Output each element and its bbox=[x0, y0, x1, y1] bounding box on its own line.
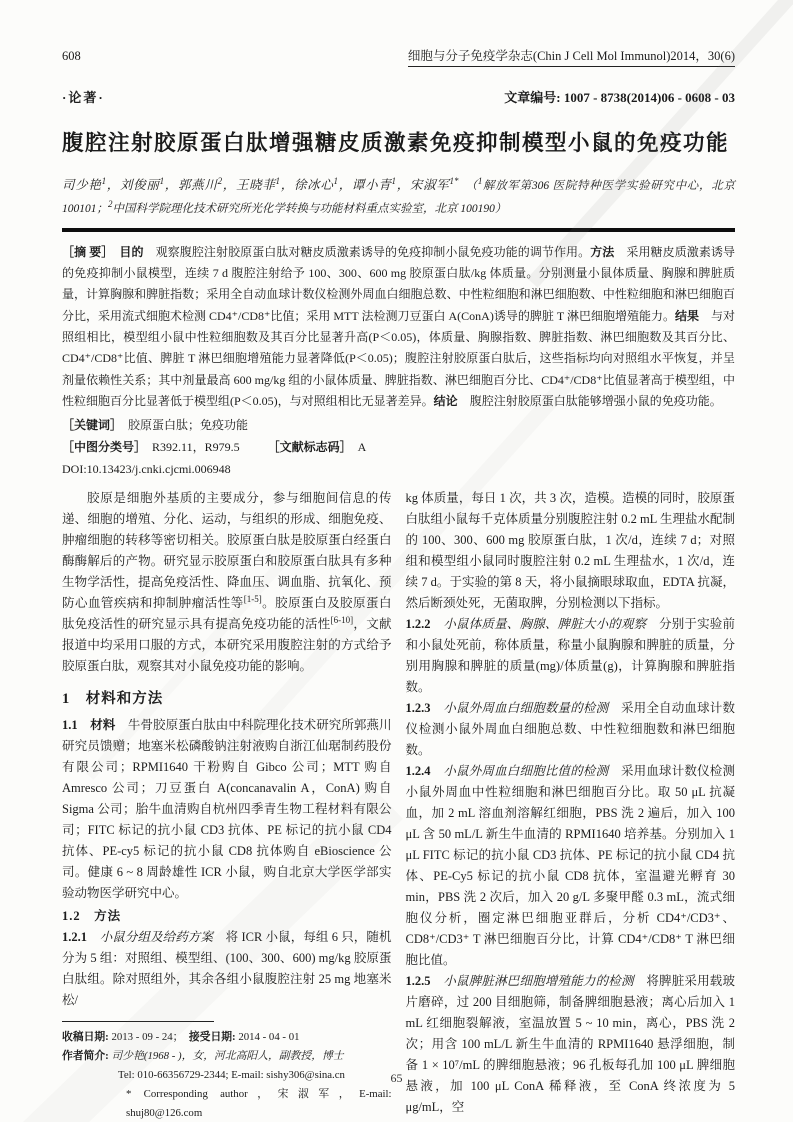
section-1-2-1-text: 将 ICR 小鼠，每组 6 只，随机分为 5 组：对照组、模型组、(100、300、600) mg/kg 胶原蛋白肽组。除对照组外，其余各组小鼠腹腔注射 25 mg 地塞米松/ bbox=[62, 930, 392, 1008]
doc-code-label: ［文献标志码］ bbox=[267, 439, 346, 454]
section-1-2-5-paragraph bbox=[406, 971, 736, 1118]
abstract-label: ［摘 要］ 目的 bbox=[62, 244, 156, 259]
author-name: ，宋淑军 bbox=[396, 178, 450, 193]
title-divider-rule bbox=[62, 228, 735, 232]
intro-paragraph bbox=[62, 488, 392, 677]
two-column-body bbox=[62, 488, 735, 1122]
doc-code-value: A bbox=[345, 439, 367, 454]
section-1-2-4-title: 小鼠外周血白细胞比值的检测 bbox=[443, 763, 621, 778]
section-1-2-2-number: 1.2.2 bbox=[405, 616, 444, 631]
accepted-date: 2014 - 04 - 01 bbox=[238, 1031, 300, 1044]
abstract-text: 观察腹腔注射胶原蛋白肽对糖皮质激素诱导的免疫抑制小鼠免疫功能的调节作用。 bbox=[155, 244, 591, 259]
section-1-2-5-number: 1.2.5 bbox=[405, 973, 444, 988]
section-1-2-5-text: 将脾脏采用载玻片磨碎，过 200 目细胞筛，制备脾细胞悬液；离心后加入 1 mL 红细胞裂解液，室温放置 5 ~ 10 min，离心，PBS 洗 2 次；用含 100 mL/L 新生牛血清的 RPMI1640 悬浮细胞，制备 1 × 10⁷/mL 的脾细胞悬液；96 孔板每孔加 100 μL 脾细胞悬液，加 100 μL ConA 稀释液，至 ConA 终浓度为 5 μg/mL，空 bbox=[405, 973, 735, 1114]
author-name: ，刘俊丽 bbox=[106, 178, 160, 193]
journal-name: 细胞与分子免疫学杂志(Chin J Cell Mol Immunol)2014，30(6) bbox=[408, 46, 735, 67]
section-1-2-1-number: 1.2.1 bbox=[62, 930, 100, 945]
article-title: 腹腔注射胶原蛋白肽增强糖皮质激素免疫抑制模型小鼠的免疫功能 bbox=[62, 131, 730, 155]
author-name: 司少艳 bbox=[62, 178, 102, 193]
author-sup: 2 bbox=[217, 175, 223, 186]
section-1-2-2-text: 分别于实验前和小鼠处死前，称体质量，称量小鼠胸腺和脾脏的质量，分别用胸腺和脾脏的质量(mg)/体质量(g)，计算胸腺和脾脏指数。 bbox=[405, 616, 735, 694]
authors-line bbox=[62, 174, 735, 220]
section-1-2-4-text: 采用血球计数仪检测小鼠外周血中性粒细胞和淋巴细胞百分比。取 50 μL 抗凝血，加 2 mL 溶血剂溶解红细胞，PBS 洗 2 遍后，加入 100 μL 含 50 mL/L 新生牛血清的 RPMI1640 培养基。分别加入 1 μL FITC 标记的抗小鼠 CD3 抗体、PE 标记的抗小鼠 CD4 抗体、PE-Cy5 标记的抗小鼠 CD8 抗体，室温避光孵育 30 min，PBS 洗 2 次后，加入 20 g/L 多聚甲醛 0.3 mL，流式细胞仪分析，圈定淋巴细胞亚群后，分析 CD4⁺/CD3⁺、CD8⁺/CD3⁺ T 淋巴细胞百分比，计算 CD4⁺/CD8⁺ T 淋巴细胞比值。 bbox=[405, 763, 735, 967]
page-number-bottom: 65 bbox=[390, 1071, 403, 1085]
author-sup: 1* bbox=[449, 175, 459, 186]
abstract-text: 采用糖皮质激素诱导的免疫抑制小鼠模型，连续 7 d 腹腔注射给予 100、300、600 mg 胶原蛋白肽/kg 体质量。分别测量小鼠体质量、胸腺和脾脏质量，计算胸腺和脾脏指数；采用全自动血球计数仪检测外周血白细胞总数、中性粒细胞和淋巴细胞数、中性粒细胞和淋巴细胞百分比，采用流式细胞术检测 CD4⁺/CD8⁺比值；采用 MTT 法检测刀豆蛋白 A(ConA)诱导的脾脏 T 淋巴细胞增殖能力。 bbox=[62, 244, 735, 323]
page-number-top: 608 bbox=[62, 49, 81, 63]
intro-text: ，文献报道中均采用口服的方式，本研究采用腹腔注射的方式给予胶原蛋白肽，观察其对小鼠免疫功能的影响。 bbox=[62, 616, 392, 673]
author-sup: 1 bbox=[391, 175, 397, 186]
author-sup: 1 bbox=[333, 175, 339, 186]
abstract-methods-label: 方法 bbox=[590, 244, 627, 259]
author-sup: 1 bbox=[159, 175, 165, 186]
affiliation-sup: 1 bbox=[477, 176, 483, 187]
methods-continuation-paragraph: kg 体质量，每日 1 次，共 3 次，造模。造模的同时，胶原蛋白肽组小鼠每千克体质量分别腹腔注射 0.2 mL 生理盐水配制的 100、300、600 mg 胶原蛋白肽，1 次/d，连续 7 d；对照组和模型组小鼠同时腹腔注射 0.2 mL 生理盐水，1 次/d，连续 7 d。于实验的第 8 天，将小鼠摘眼球取血，EDTA 抗凝，然后断颈处死，无菌取脾，分别检测以下指标。 bbox=[405, 490, 735, 610]
corresponding-author-text: * Corresponding author，宋淑军，E-mail: shuj80@126.com bbox=[126, 1087, 392, 1119]
doi-line: DOI:10.13423/j.cnki.cjcmi.006948 bbox=[62, 462, 231, 477]
author-name: ，郭燕川 bbox=[164, 178, 218, 193]
author-name: ，徐冰心 bbox=[280, 178, 334, 193]
abstract-results-label: 结果 bbox=[674, 308, 711, 323]
section-1-2-3-title: 小鼠外周血白细胞数量的检测 bbox=[443, 700, 621, 715]
right-column bbox=[406, 488, 736, 1122]
article-id: 文章编号: 1007 - 8738(2014)06 - 0608 - 03 bbox=[504, 90, 735, 105]
section-1-2-heading: 1.2 方法 bbox=[62, 909, 122, 924]
footnote-author-bio bbox=[62, 1047, 392, 1066]
citation-ref: [1-5] bbox=[243, 593, 262, 604]
affiliation-text: 中国科学院理化技术研究所光化学转换与功能材料重点实验室，北京 100190） bbox=[112, 202, 507, 215]
section-1-2-2-title: 小鼠体质量、胸腺、脾脏大小的观察 bbox=[443, 616, 660, 631]
footnote-corresponding bbox=[62, 1085, 392, 1122]
affiliation-open: （ bbox=[458, 180, 478, 193]
intro-text: 。胶原蛋白及胶原蛋白肽免疫活性的研究显示具有提高免疫功能的活性 bbox=[62, 595, 392, 631]
left-column bbox=[62, 488, 392, 1122]
accepted-label: 接受日期: bbox=[188, 1031, 239, 1044]
section-1-1-text: 牛骨胶原蛋白肽由中科院理化技术研究所郭燕川研究员馈赠；地塞米松磷酸钠注射液购自浙江仙琚制药股份有限公司；RPMI1640 干粉购自 Gibco 公司；MTT 购自 Amresco 公司；刀豆蛋白 A(concanavalin A，ConA) 购自 Sigma 公司；胎牛血清购自杭州四季青生物工程材料有限公司；FITC 标记的抗小鼠 CD3 抗体、PE 标记的抗小鼠 CD4 抗体、PE-cy5 标记的抗小鼠 CD8 抗体购自 eBioscience 公司。健康 6 ~ 8 周龄雄性 ICR 小鼠，购自北京大学医学部实验动物医学研究中心。 bbox=[62, 718, 392, 901]
bio-text: 司少艳(1968 - )，女，河北高阳人，副教授，博士 bbox=[111, 1049, 344, 1062]
section-1-2-4-number: 1.2.4 bbox=[405, 763, 444, 778]
section-1-2-3-paragraph bbox=[406, 698, 736, 761]
author-sup: 1 bbox=[275, 175, 281, 186]
section-1-2-1-paragraph bbox=[62, 927, 392, 1011]
keywords-label: ［关键词］ bbox=[62, 417, 117, 432]
page-header bbox=[62, 46, 735, 67]
abstract bbox=[62, 242, 735, 413]
footnote-rule bbox=[62, 1021, 214, 1022]
intro-text: 胶原是细胞外基质的主要成分，参与细胞间信息的传递、细胞的增殖、分化、运动，与组织的形成、细胞免疫、肿瘤细胞的转移等密切相关。胶原蛋白肽是胶原蛋白经蛋白酶酶解后的产物。研究显示胶原蛋白和胶原蛋白肽具有多种生物学活性，提高免疫活性、降血压、调血脂、抗氧化、预防心血管疾病和抑制肿瘤活性等 bbox=[62, 490, 392, 610]
section-1-2-3-text: 采用全自动血球计数仪检测小鼠外周血白细胞总数、中性粒细胞数和淋巴细胞数。 bbox=[405, 700, 735, 757]
author-name: ，王晓菲 bbox=[222, 178, 276, 193]
author-sup: 1 bbox=[101, 175, 107, 186]
abstract-text: 与对照组相比，模型组小鼠中性粒细胞数及其百分比显著升高(P＜0.05)，体质量、胸腺指数、脾脏指数、淋巴细胞数及其百分比、CD4⁺/CD8⁺比值、脾脏 T 淋巴细胞增殖能力显著降低(P＜0.05)；腹腔注射胶原蛋白肽后，这些指标均向对照组水平恢复，并呈剂量依赖性关系；其中剂量最高 600 mg/kg 组的小鼠体质量、脾脏指数、淋巴细胞百分比、CD4⁺/CD8⁺比值显著高于模型组，中性粒细胞百分比显著低于模型组(P＜0.05)，与对照组相比无显著差异。 bbox=[62, 308, 735, 409]
section-1-2-2-paragraph bbox=[406, 614, 736, 698]
section-1-heading: 1 材料和方法 bbox=[62, 690, 164, 707]
section-1-2-5-title: 小鼠脾脏淋巴细胞增殖能力的检测 bbox=[443, 973, 647, 988]
section-1-2-4-paragraph bbox=[406, 761, 736, 971]
article-type-label: ·论著· bbox=[62, 90, 105, 105]
clc-label: ［中图分类号］ bbox=[62, 439, 141, 454]
author-name: ，谭小青 bbox=[338, 178, 392, 193]
section-1-2-3-number: 1.2.3 bbox=[405, 700, 444, 715]
affiliation-sup: 2 bbox=[108, 198, 113, 209]
classification-line bbox=[62, 437, 735, 457]
affiliation-text: 解放军第306 医院特种医学实验研究中心，北京 100101； bbox=[62, 180, 735, 215]
clc-value: R392.11，R979.5 bbox=[140, 439, 240, 454]
section-1-1-paragraph bbox=[62, 715, 392, 904]
article-meta-row bbox=[62, 87, 735, 106]
citation-ref: [6-10] bbox=[330, 614, 354, 625]
keywords-line bbox=[62, 415, 735, 435]
section-1-1-lead: 1.1 材料 bbox=[62, 718, 128, 733]
received-date: 2013 - 09 - 24； bbox=[111, 1031, 189, 1044]
abstract-conclusion-label: 结论 bbox=[433, 394, 470, 409]
received-label: 收稿日期: bbox=[62, 1031, 112, 1044]
tel-email-text: Tel: 010-66356729-2344; E-mail: sishy306@sina.cn bbox=[118, 1068, 345, 1081]
abstract-text: 腹腔注射胶原蛋白肽能够增强小鼠的免疫功能。 bbox=[469, 394, 722, 409]
section-1-2-1-title: 小鼠分组及给药方案 bbox=[99, 930, 226, 945]
footnote-dates bbox=[62, 1028, 392, 1047]
keywords-text: 胶原蛋白肽；免疫功能 bbox=[116, 417, 249, 432]
bio-label: 作者简介: bbox=[62, 1049, 112, 1062]
